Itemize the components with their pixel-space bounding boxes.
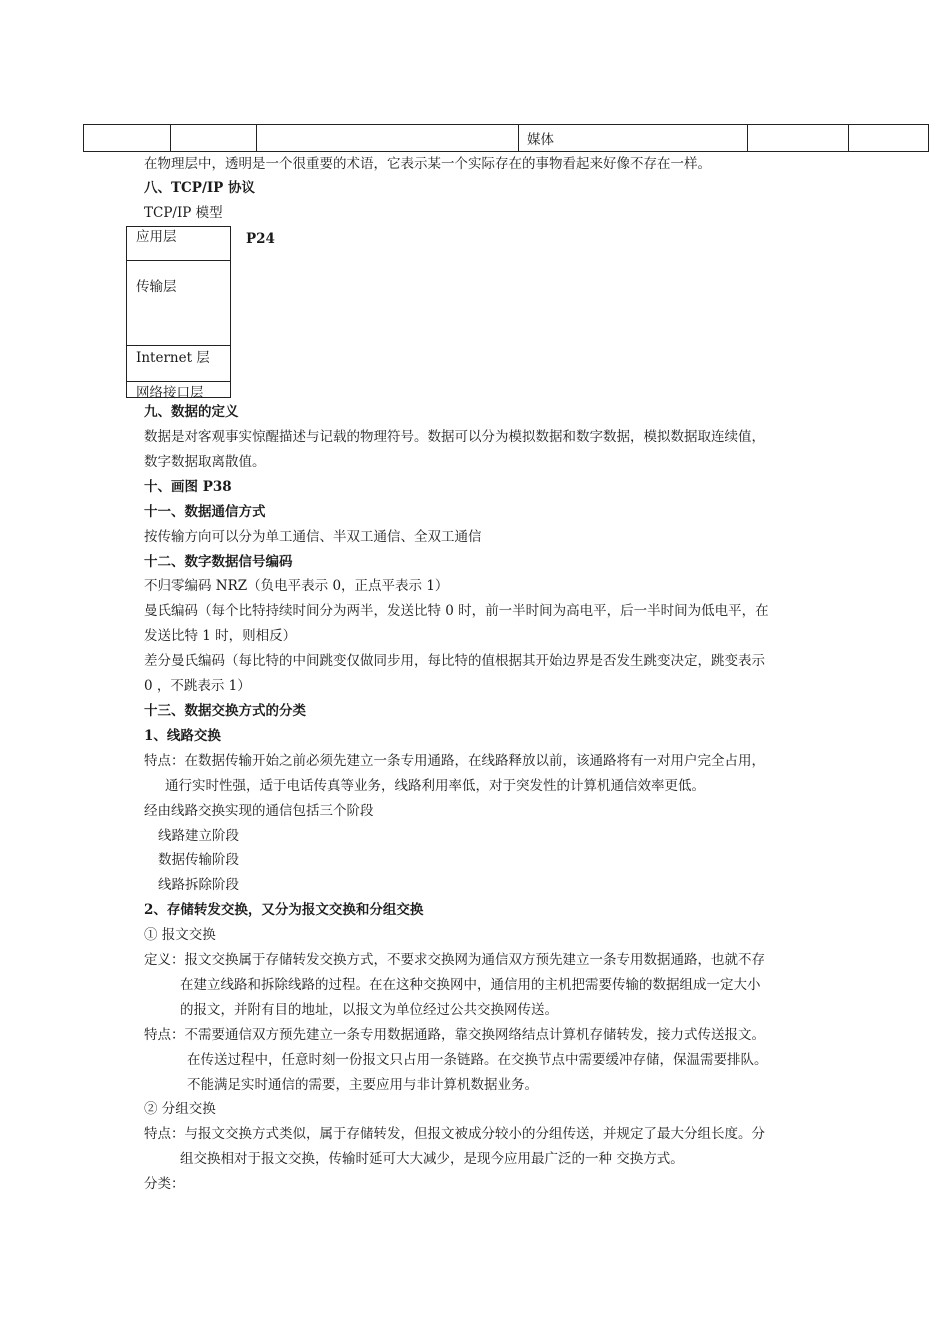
table-cell (748, 125, 849, 152)
layer-transport (126, 260, 231, 346)
top-table (83, 124, 929, 152)
table-cell (257, 125, 519, 152)
table-cell (84, 125, 171, 152)
section-heading: 八、TCP/IP 协议 (144, 180, 256, 196)
layer-label: Internet 层 (136, 350, 210, 366)
page-reference: P24 (246, 231, 275, 247)
paragraph: 定义：报文交换属于存储转发交换方式，不要求交换网为通信双方预先建立一条专用数据通路，也就不存 (144, 952, 765, 968)
paragraph: 特点：不需要通信双方预先建立一条专用数据通路，靠交换网络结点计算机存储转发，接力式传送报文。 (144, 1027, 765, 1043)
table-cell (849, 125, 929, 152)
paragraph: 在传送过程中，任意时刻一份报文只占用一条链路。在交换节点中需要缓冲存储，保温需要排队。 (187, 1052, 768, 1068)
section-heading: 十三、数据交换方式的分类 (144, 703, 306, 719)
table-cell: 媒体 (519, 125, 748, 152)
section-heading: 十一、数据通信方式 (144, 504, 266, 520)
table-row (84, 125, 929, 152)
layer-label: 应用层 (136, 229, 177, 245)
layer-internet (126, 345, 231, 382)
paragraph: 通行实时性强，适于电话传真等业务，线路利用率低，对于突发性的计算机通信效率更低。 (165, 778, 705, 794)
paragraph: 组交换相对于报文交换，传输时延可大大减少，是现今应用最广泛的一种 交换方式。 (180, 1151, 684, 1167)
paragraph: 曼氏编码（每个比特持续时间分为两半，发送比特 0 时，前一半时间为高电平，后一半时间为低电平，在 (144, 603, 769, 619)
paragraph: ② 分组交换 (144, 1101, 216, 1117)
paragraph: ① 报文交换 (144, 927, 216, 943)
paragraph: 数字数据取离散值。 (144, 454, 266, 470)
paragraph: TCP/IP 模型 (144, 205, 223, 221)
layer-network-interface (126, 381, 231, 401)
paragraph: 差分曼氏编码（每比特的中间跳变仅做同步用，每比特的值根据其开始边界是否发生跳变决定，跳变表示 (144, 653, 765, 669)
paragraph: 不归零编码 NRZ（负电平表示 0，正点平表示 1） (144, 578, 449, 594)
section-heading: 十二、数字数据信号编码 (144, 554, 293, 570)
paragraph: 按传输方向可以分为单工通信、半双工通信、全双工通信 (144, 529, 482, 545)
layer-label: 网络接口层 (136, 385, 204, 401)
paragraph: 特点：与报文交换方式类似，属于存储转发，但报文被成分较小的分组传送，并规定了最大分组长度。分 (144, 1126, 765, 1142)
list-item: 线路建立阶段 (158, 828, 239, 844)
subsection-heading: 2、存储转发交换，又分为报文交换和分组交换 (144, 902, 424, 918)
paragraph: 分类： (144, 1176, 185, 1192)
table-cell (171, 125, 257, 152)
subsection-heading: 1、线路交换 (144, 728, 221, 744)
paragraph: 在建立线路和拆除线路的过程。在在这种交换网中，通信用的主机把需要传输的数据组成一定大小 (180, 977, 761, 993)
paragraph: 0 ，不跳表示 1） (144, 678, 251, 694)
paragraph: 不能满足实时通信的需要，主要应用与非计算机数据业务。 (187, 1077, 538, 1093)
paragraph: 发送比特 1 时，则相反） (144, 628, 297, 644)
list-item: 数据传输阶段 (158, 852, 239, 868)
paragraph: 在物理层中，透明是一个很重要的术语，它表示某一个实际存在的事物看起来好像不存在一样。 (144, 156, 711, 172)
layer-label: 传输层 (136, 279, 177, 295)
paragraph: 的报文，并附有目的地址，以报文为单位经过公共交换网传送。 (180, 1002, 558, 1018)
paragraph: 经由线路交换实现的通信包括三个阶段 (144, 803, 374, 819)
paragraph: 数据是对客观事实惊醒描述与记载的物理符号。数据可以分为模拟数据和数字数据，模拟数据取连续值， (144, 429, 765, 445)
section-heading: 九、数据的定义 (144, 404, 239, 420)
layer-application (126, 226, 231, 261)
list-item: 线路拆除阶段 (158, 877, 239, 893)
section-heading: 十、画图 P38 (144, 479, 232, 495)
paragraph: 特点：在数据传输开始之前必须先建立一条专用通路，在线路释放以前，该通路将有一对用户完全占用， (144, 753, 765, 769)
